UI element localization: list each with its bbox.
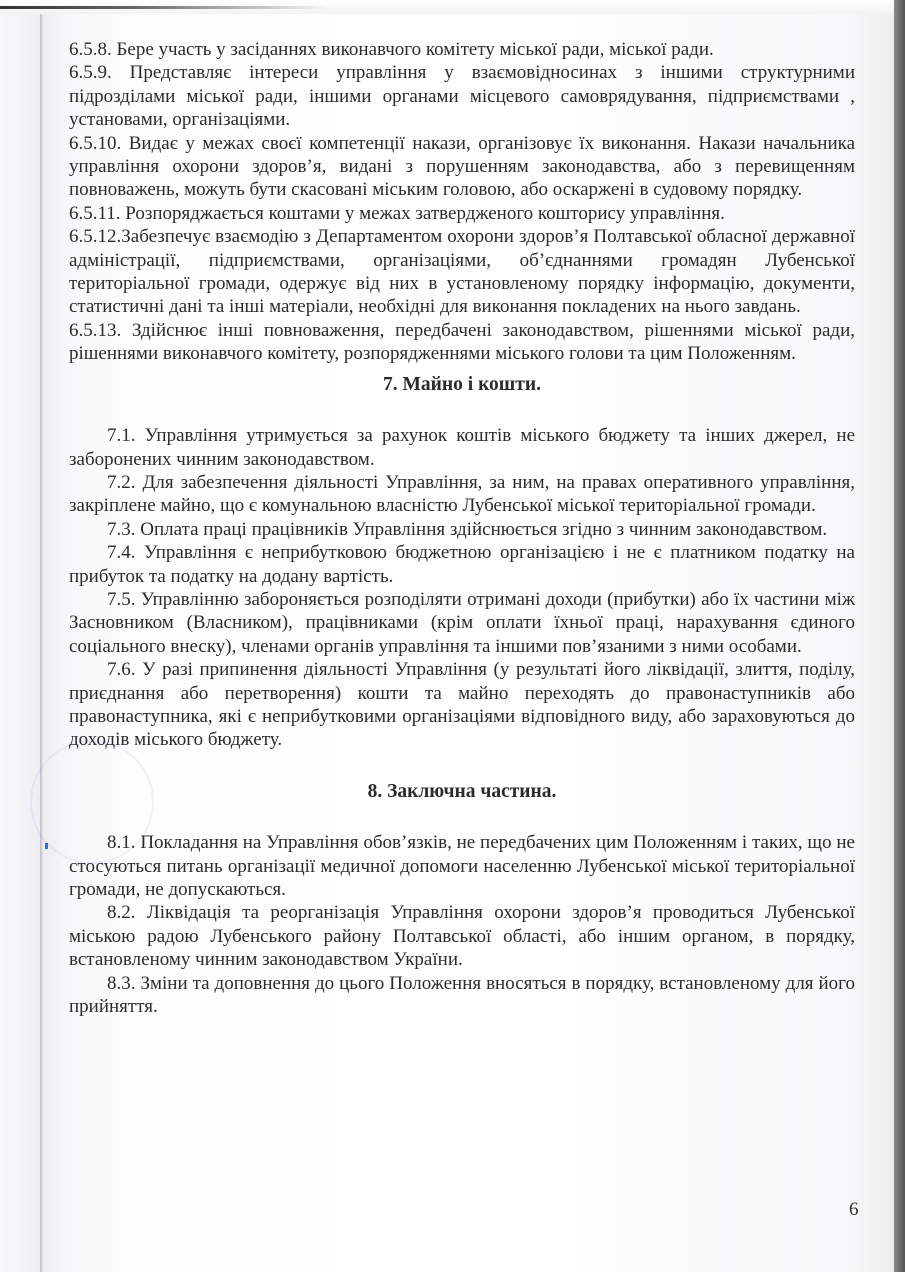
paragraph-7-5: 7.5. Управлінню забороняється розподіляти отримані доходи (прибутки) або їх частини між Засновником (Власником), працівниками (крім оплати їхньої праці, нарахування єдиного соціального внеску), членами органів управління та іншими пов’язаними з ними особами. — [69, 588, 855, 657]
paragraph-7-3: 7.3. Оплата праці працівників Управління здійснюється згідно з чинним законодавством. — [107, 518, 828, 540]
paragraph-6-5-13: 6.5.13. Здійснює інші повноваження, передбачені законодавством, рішеннями міської ради, рішеннями виконавчого комітету, розпорядженнями міського голови та цим Положенням. — [69, 319, 855, 365]
scan-bottom-edge — [0, 1272, 905, 1280]
paragraph-6-5-10: 6.5.10. Видає у межах своєї компетенції накази, організовує їх виконання. Накази начальника управління охорони здоров’я, видані з порушенням законодавства, або з перевищенням повноважень, можуть бути скасовані міським головою, або оскаржені в судовому порядку. — [69, 132, 855, 201]
scan-right-edge — [894, 0, 905, 1280]
paragraph-7-4: 7.4. Управління є неприбутковою бюджетною організацією і не є платником податку на прибуток та податку на додану вартість. — [69, 542, 855, 587]
paragraph-8-3: 8.3. Зміни та доповнення до цього Положення вносяться в порядку, встановленому для його прийняття. — [69, 972, 855, 1018]
paragraph-6-5-9: 6.5.9. Представляє інтереси управління у взаємовідносинах з іншими структурними підрозділами міської ради, іншими органами місцевого самоврядування, підприємствами , установами, організаціями. — [69, 62, 855, 131]
ink-mark-icon — [45, 843, 48, 849]
document-body — [69, 38, 855, 1018]
paragraph-6-5-11: 6.5.11. Розпоряджається коштами у межах затвердженого кошторису управління. — [69, 202, 725, 224]
page-fold-edge — [40, 10, 43, 1272]
paragraph-6-5-12: 6.5.12.Забезпечує взаємодію з Департаментом охорони здоров’я Полтавської обласної державної адміністрації, підприємствами, організаціями, об’єднаннями громадян Лубенської територіальної громади, одержує від них в установленому порядку інформацію, документи, статистичні дані та інші матеріали, необхідні для виконання покладених на нього завдань. — [69, 226, 855, 318]
section-8-heading: 8. Заключна частина. — [367, 780, 557, 802]
paragraph-7-2: 7.2. Для забезпечення діяльності Управління, за ним, на правах оперативного управління, закріплене майно, що є комунальною власністю Лубенської міської територіальної громади. — [69, 471, 855, 517]
paragraph-7-6: 7.6. У разі припинення діяльності Управління (у результаті його ліквідації, злиття, поділу, приєднання або перетворення) кошти та майно переходять до правонаступників або правонаступника, які є неприбутковими організаціями відповідного виду, або зараховуються до доходів міського бюджету. — [69, 659, 855, 751]
paragraph-6-5-8: 6.5.8. Бере участь у засіданнях виконавчого комітету міської ради, міської ради. — [69, 39, 714, 60]
scan-left-margin — [0, 0, 40, 1280]
paragraph-7-1: 7.1. Управління утримується за рахунок коштів міського бюджету та інших джерел, не заборонених чинним законодавством. — [69, 425, 855, 470]
paragraph-8-1: 8.1. Покладання на Управління обов’язків, не передбачених цим Положенням і таких, що не стосуються питань організації медичної допомоги населенню Лубенської міської територіальної громади, не допускаються. — [69, 832, 855, 900]
paragraph-8-2: 8.2. Ліквідація та реорганізація Управління охорони здоров’я проводиться Лубенської міською радою Лубенського району Полтавської області, або іншим органом, в порядку, встановленому чинним законодавством України. — [69, 902, 855, 971]
section-7-heading: 7. Майно і кошти. — [383, 373, 541, 395]
scan-top-shadow — [0, 6, 330, 9]
page-number: 6 — [849, 1199, 859, 1220]
